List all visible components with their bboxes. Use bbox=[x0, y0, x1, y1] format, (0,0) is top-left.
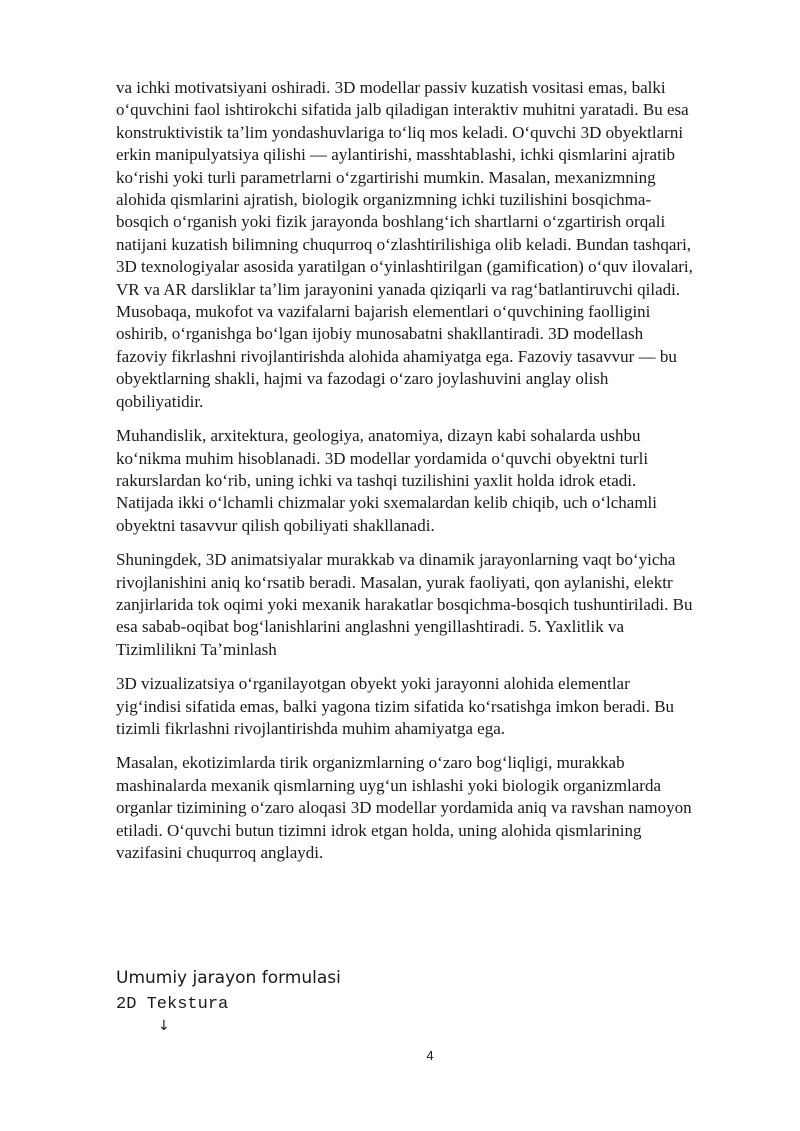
paragraph-4: 3D vizualizatsiya oʻrganilayotgan obyekt yoki jarayonni alohida elementlar yigʻindisi sifatida emas, balki yagona tizim sifatida koʻrsatishga imkon beradi. Bu tizimli fikrlashni rivojlantirishda muhim ahamiyatga ega. bbox=[116, 674, 675, 738]
paragraph-3: Shuningdek, 3D animatsiyalar murakkab va dinamik jarayonlarning vaqt boʻyicha rivojlanishini aniq koʻrsatib beradi. Masalan, yurak faoliyati, qon aylanishi, elektr zanjirlarida tok oqimi yoki mexanik harakatlar bosqichma-bosqich tushuntiriladi. Bu esa sabab-oqibat bogʻlanishlarini anglashni yengillashtiradi. 5. Yaxlitlik va Tizimlilikni Taʼminlash bbox=[116, 550, 693, 659]
paragraph-2: Muhandislik, arxitektura, geologiya, anatomiya, dizayn kabi sohalarda ushbu koʻnikma muhim hisoblanadi. 3D modellar yordamida oʻquvchi obyektni turli rakurslardan koʻrib, uning ichki va tashqi tuzilishini yaxlit holda idrok etadi. Natijada ikki oʻlchamli chizmalar yoki sxemalardan kelib chiqib, uch oʻlchamli obyektni tasavvur qilish qobiliyati shakllanadi. bbox=[116, 426, 657, 535]
page-number: 4 bbox=[426, 1048, 434, 1063]
formula-step-text: 2D Tekstura bbox=[116, 995, 229, 1014]
section-heading: Umumiy jarayon formulasi bbox=[116, 968, 341, 988]
down-arrow-icon: ↓ bbox=[158, 1018, 170, 1034]
paragraph-1: va ichki motivatsiyani oshiradi. 3D modellar passiv kuzatish vositasi emas, balki oʻquvchini faol ishtirokchi sifatida jalb qiladigan interaktiv muhitni yaratadi. Bu esa konstruktivistik taʼlim yondashuvlariga toʻliq mos keladi. Oʻquvchi 3D obyektlarni erkin manipulyatsiya qilishi — aylantirishi, masshtablashi, ichki qismlarini ajratib koʻrishi yoki turli parametrlarni oʻzgartirishi mumkin. Masalan, mexanizmning alohida qismlarini ajratish, biologik organizmning ichki tuzilishini bosqichma-bosqich oʻrganish yoki fizik jarayonda boshlangʻich shartlarni oʻzgartirish orqali natijani kuzatish bilimning chuqurroq oʻzlashtirilishiga olib keladi. Bundan tashqari, 3D texnologiyalar asosida yaratilgan oʻyinlashtirilgan (gamification) oʻquv ilovalari, VR va AR darsliklar taʼlim jarayonini yanada qiziqarli va ragʻbatlantiruvchi qiladi. Musobaqa, mukofot va vazifalarni bajarish elementlari oʻquvchining faolligini oshirib, oʻrganishga boʻlgan ijobiy munosabatni shakllantiradi. 3D modellash fazoviy fikrlashni rivojlantirishda alohida ahamiyatga ega. Fazoviy tasavvur — bu obyektlarning shakli, hajmi va fazodagi oʻzaro joylashuvini anglay olish qobiliyatidir. bbox=[116, 78, 693, 411]
paragraph-5: Masalan, ekotizimlarda tirik organizmlarning oʻzaro bogʻliqligi, murakkab mashinalarda mexanik qismlarning uygʻun ishlashi yoki biologik organizmlarda organlar tizimining oʻzaro aloqasi 3D modellar yordamida aniq va ravshan namoyon etiladi. Oʻquvchi butun tizimni idrok etgan holda, uning alohida qismlarining vazifasini chuqurroq anglaydi. bbox=[116, 753, 692, 862]
body-text bbox=[116, 77, 694, 876]
